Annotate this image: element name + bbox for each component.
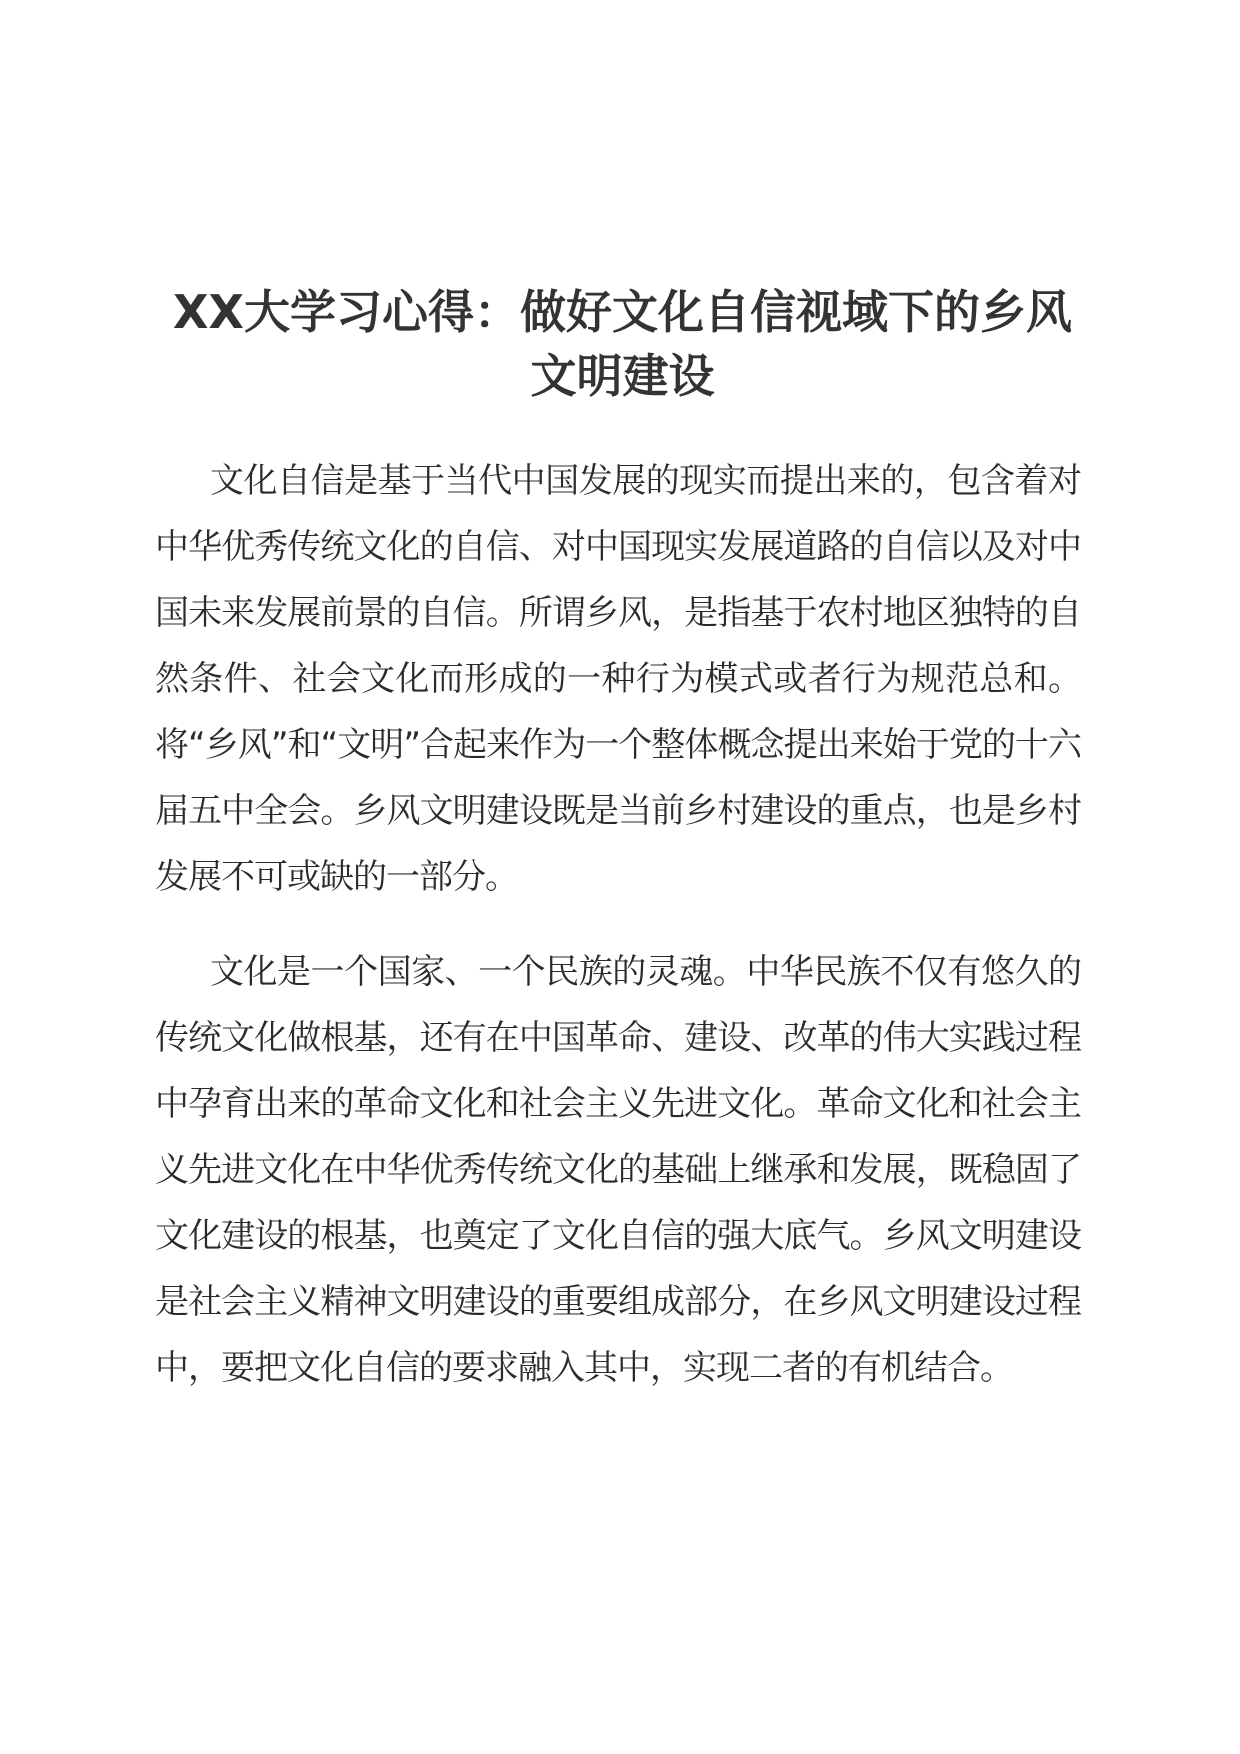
paragraph-2: 文化是一个国家、一个民族的灵魂。中华民族不仅有悠久的传统文化做根基，还有在中国革命、建设、改革的伟大实践过程中孕育出来的革命文化和社会主义先进文化。革命文化和社会主义先进文化在中华优秀传统文化的基础上继承和发展，既稳固了文化建设的根基，也奠定了文化自信的强大底气。乡风文明建设是社会主义精神文明建设的重要组成部分，在乡风文明建设过程中，要把文化自信的要求融入其中，实现二者的有机结合。 — [155, 952, 1081, 1388]
document-title: XX大学习心得：做好文化自信视域下的乡风文明建设 — [173, 285, 1072, 403]
paragraph-1: 文化自信是基于当代中国发展的现实而提出来的，包含着对中华优秀传统文化的自信、对中国现实发展道路的自信以及对中国未来发展前景的自信。所谓乡风，是指基于农村地区独特的自然条件、社会文化而形成的一种行为模式或者行为规范总和。将“乡风”和“文明”合起来作为一个整体概念提出来始于党的十六届五中全会。乡风文明建设既是当前乡村建设的重点，也是乡村发展不可或缺的一部分。 — [155, 461, 1081, 897]
